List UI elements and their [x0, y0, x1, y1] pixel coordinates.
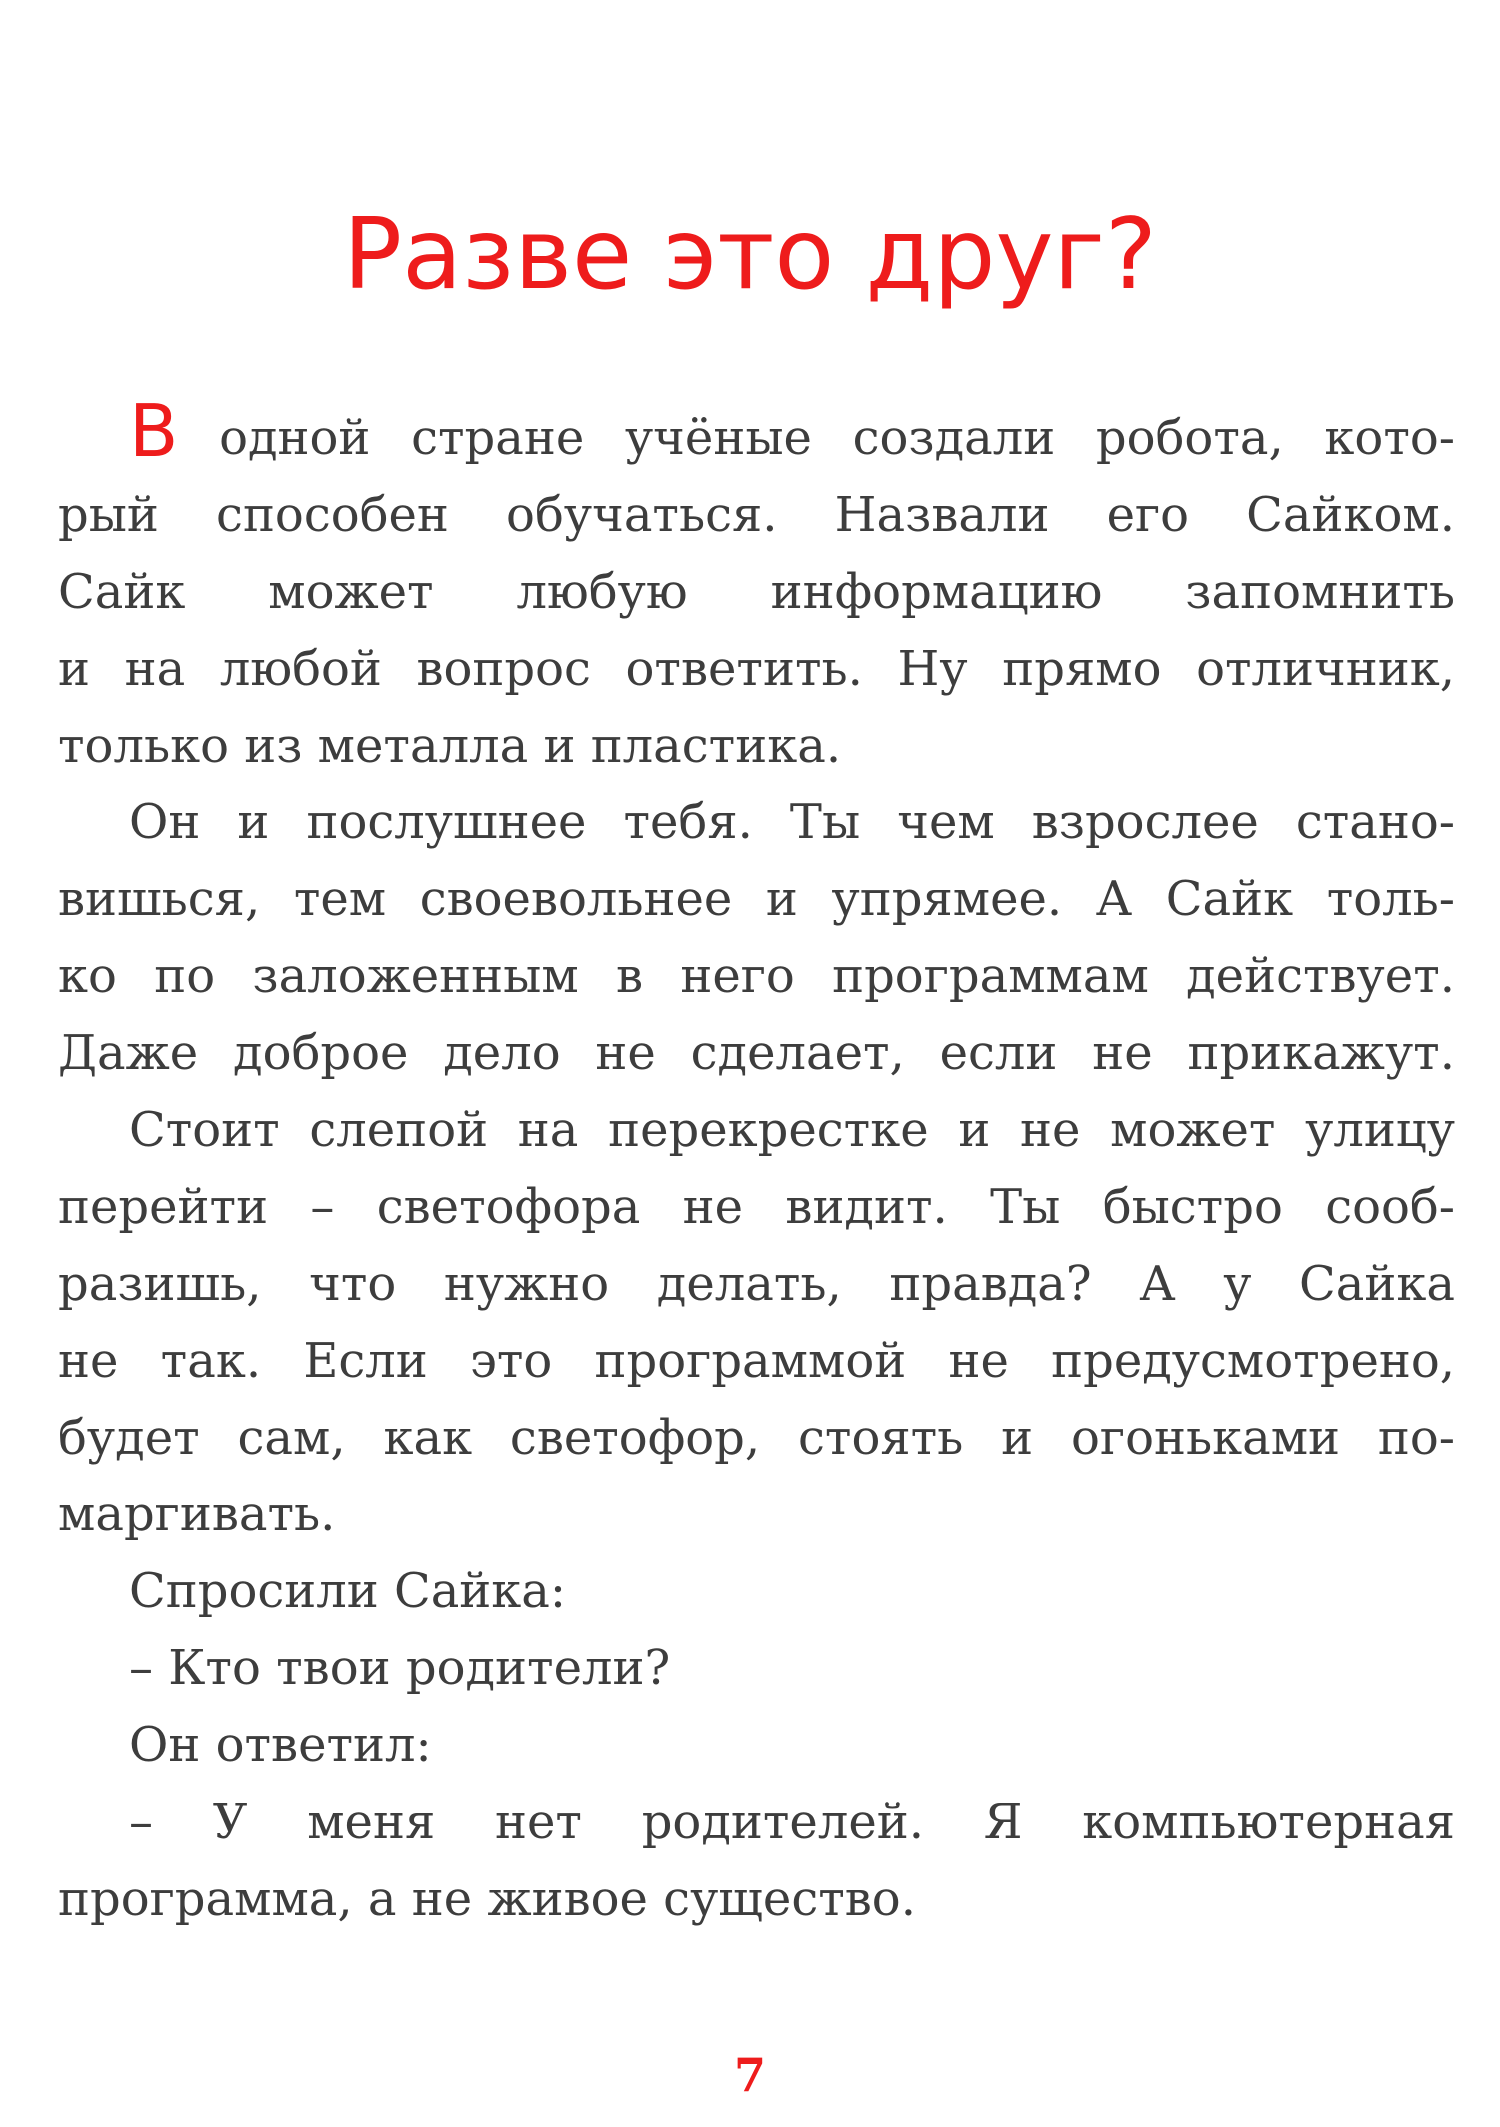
text-line: программа, а не живое существо. [58, 1870, 916, 1927]
text-line: – Кто твои родители? [129, 1640, 671, 1697]
text-line: – У меня нет родителей. Я компьютерная [129, 1794, 1455, 1851]
text-line: Спросили Сайка: [129, 1563, 567, 1620]
text-line: Стоит слепой на перекрестке и не может улицу [129, 1102, 1455, 1159]
text-line: рый способен обучаться. Назвали его Сайком. [58, 486, 1455, 543]
text-line: вишься, тем своевольнее и упрямее. А Сайк толь- [58, 871, 1455, 928]
text-line: маргивать. [58, 1486, 336, 1543]
body-text [58, 389, 1455, 1938]
text-line: и на любой вопрос ответить. Ну прямо отличник, [58, 640, 1455, 697]
page-number: 7 [733, 2048, 766, 2102]
text-line: только из металла и пластика. [58, 717, 842, 774]
text-line-content: одной стране учёные создали робота, кото- [178, 410, 1455, 466]
text-line: ко по заложенным в него программам действует. [58, 948, 1455, 1005]
text-line: перейти – светофора не видит. Ты быстро сооб- [58, 1178, 1455, 1235]
text-line: Он ответил: [129, 1717, 432, 1774]
text-line: Сайк может любую информацию запомнить [58, 563, 1455, 620]
text-line: не так. Если это программой не предусмотрено, [58, 1332, 1455, 1389]
drop-cap: В [129, 389, 179, 473]
text-line: разишь, что нужно делать, правда? А у Сайка [58, 1255, 1455, 1312]
page-title: Разве это друг? [343, 198, 1157, 312]
text-line [58, 389, 1455, 477]
text-line: Даже доброе дело не сделает, если не прикажут. [58, 1025, 1455, 1082]
text-line: будет сам, как светофор, стоять и огоньками по- [58, 1409, 1455, 1466]
text-line: Он и послушнее тебя. Ты чем взрослее стано- [129, 794, 1455, 851]
